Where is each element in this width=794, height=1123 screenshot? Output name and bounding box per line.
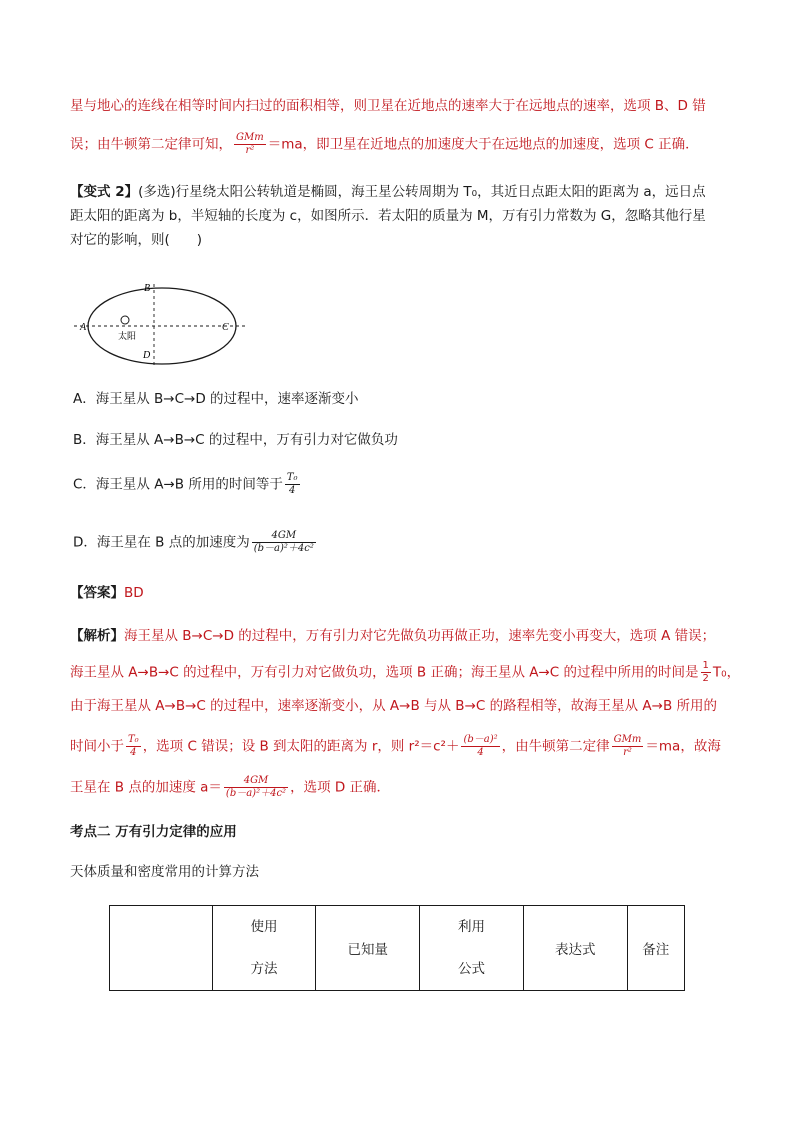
fraction-denominator: 4 [130, 747, 137, 758]
fraction-numerator: 4GM [224, 775, 288, 788]
option-d [73, 530, 318, 555]
answer-label: 【答案】 [70, 585, 124, 601]
text-red: ＝ma，故海 [645, 738, 721, 755]
point-c-label: C [222, 322, 229, 333]
fraction-denominator: 2 [702, 673, 709, 684]
fraction-numerator: GMm [236, 132, 264, 143]
continuation-line-1 [70, 96, 706, 116]
fraction-denominator: r² [245, 145, 255, 156]
section-heading: 考点二 万有引力定律的应用 [70, 824, 237, 840]
table-cell-method [212, 906, 316, 991]
fraction-denominator: 4 [477, 747, 484, 758]
option-c [73, 472, 302, 497]
fraction-1-2 [701, 660, 711, 685]
text-red: ，选项 C 错误；设 B 到太阳的距离为 r，则 r²＝c²＋ [142, 738, 460, 755]
fraction-numerator: GMm [613, 734, 642, 745]
analysis-line-4 [70, 734, 721, 759]
fraction-denominator: 4 [288, 485, 296, 496]
text-red: 星与地心的连线在相等时间内扫过的面积相等，则卫星在近地点的速率大于在远地点的速率，选项 B、D 错 [70, 98, 706, 114]
fraction-gmm-r2 [612, 734, 644, 759]
text-red: 误；由牛顿第二定律可知， [70, 136, 232, 153]
fraction-numerator: T₀ [286, 472, 298, 483]
fraction-gmm-r2 [234, 132, 266, 157]
section-subheading: 天体质量和密度常用的计算方法 [70, 864, 259, 880]
point-a-label: A [80, 322, 87, 333]
text-red: ＝ma，即卫星在近地点的加速度大于在远地点的加速度，选项 C 正确． [267, 136, 699, 153]
fraction-ba-4 [461, 734, 499, 759]
option-text: D．海王星在 B 点的加速度为 [73, 534, 250, 551]
table-cell-formula [420, 906, 524, 991]
table-header-row [110, 906, 685, 991]
text-red: 由于海王星从 A→B→C 的过程中，速率逐渐变小，从 A→B 与从 B→C 的路程相等，故海王星从 A→B 所用的 [70, 698, 717, 714]
text-red: 王星在 B 点的加速度 a＝ [70, 779, 222, 796]
fraction-denominator: r² [623, 747, 632, 758]
analysis-line-2 [70, 660, 740, 685]
option-text: C．海王星从 A→B 所用的时间等于 [73, 476, 283, 493]
cell-line: 方法 [250, 961, 278, 977]
sun-circle [121, 316, 129, 324]
text-red: 海王星从 B→C→D 的过程中，万有引力对它先做负功再做正功，速率先变小再变大，选项 A 错误； [124, 628, 716, 644]
text-red: T₀， [712, 664, 741, 681]
analysis-label: 【解析】 [70, 628, 124, 644]
sun-label: 太阳 [118, 331, 137, 341]
cell-line: 使用 [250, 919, 278, 935]
point-b-label: B [144, 283, 151, 294]
variant-line-3: 对它的影响，则( ) [70, 232, 203, 248]
fraction-numerator: 4GM [252, 530, 316, 543]
continuation-line-2 [70, 132, 699, 157]
variant-line-2: 距太阳的距离为 b，半短轴的长度为 c，如图所示．若太阳的质量为 M，万有引力常数为 G，忽略其他行星 [70, 208, 706, 224]
analysis-line-3 [70, 696, 717, 716]
variant-line-1 [70, 182, 706, 202]
option-b: B．海王星从 A→B→C 的过程中，万有引力对它做负功 [73, 432, 398, 448]
analysis-line-5 [70, 775, 390, 800]
text-red: ，由牛顿第二定律 [501, 738, 610, 755]
fraction-4gm [252, 530, 316, 555]
fraction-t0-4 [126, 734, 141, 759]
ellipse-orbit-figure [74, 278, 250, 372]
fraction-t0-4 [285, 472, 300, 497]
cell-line: 利用 [457, 919, 485, 935]
text-red: 海王星从 A→B→C 的过程中，万有引力对它做负功，选项 B 正确；海王星从 A→C 的过程中所用的时间是 [70, 664, 699, 681]
table-cell-empty [110, 906, 213, 991]
table-cell-expression: 表达式 [523, 906, 627, 991]
fraction-numerator: (b－a)² [463, 734, 498, 745]
fraction-denominator: (b－a)²＋4c² [253, 543, 314, 554]
table-cell-known: 已知量 [316, 906, 420, 991]
method-table [109, 905, 685, 991]
fraction-denominator: (b－a)²＋4c² [225, 788, 287, 799]
variant-text: (多选)行星绕太阳公转轨道是椭圆，海王星公转周期为 T₀，其近日点距太阳的距离为 a，远日点 [138, 184, 706, 200]
point-d-label: D [143, 350, 151, 361]
text-red: ，选项 D 正确． [290, 779, 391, 796]
analysis-line-1 [70, 626, 715, 646]
fraction-numerator: 1 [702, 660, 709, 671]
option-a: A．海王星从 B→C→D 的过程中，速率逐渐变小 [73, 391, 359, 407]
variant-tag: 【变式 2】 [70, 184, 139, 200]
answer-line [70, 583, 144, 603]
text-red: 时间小于 [70, 738, 124, 755]
table-cell-notes: 备注 [627, 906, 684, 991]
fraction-numerator: T₀ [128, 734, 139, 745]
cell-line: 公式 [457, 961, 485, 977]
answer-value: BD [124, 585, 144, 601]
fraction-4gm [224, 775, 288, 800]
